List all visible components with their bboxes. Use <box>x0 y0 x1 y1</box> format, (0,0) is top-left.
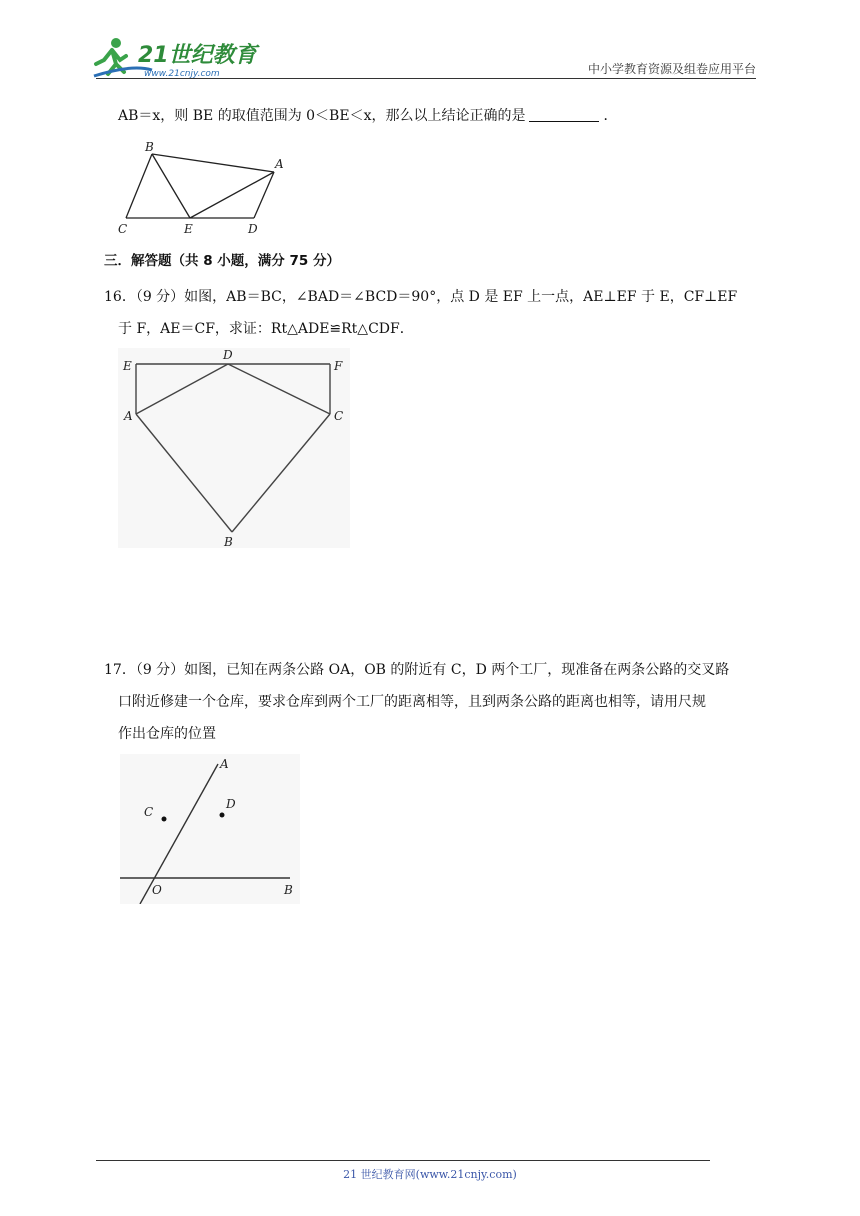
label-o: O <box>152 883 162 897</box>
label-b: B <box>145 140 154 154</box>
site-logo <box>92 34 262 80</box>
q15-text-after: ． <box>603 108 618 124</box>
label-d: D <box>223 348 233 362</box>
label-a: A <box>124 409 133 423</box>
footer-link[interactable]: 21 世纪教育网(www.21cnjy.com) <box>343 1168 517 1181</box>
label-b: B <box>224 535 233 548</box>
label-e: E <box>184 222 193 236</box>
q17-figure <box>120 754 300 904</box>
footer-divider <box>96 1160 710 1161</box>
label-a: A <box>275 157 284 171</box>
header-divider <box>96 78 756 79</box>
label-e: E <box>123 359 132 373</box>
label-c: C <box>144 805 154 819</box>
label-d: D <box>248 222 258 236</box>
q16-line1: 16．（9 分）如图，AB＝BC，∠BAD＝∠BCD＝90°，点 D 是 EF 上一点，AE⊥EF 于 E，CF⊥EF <box>104 289 738 305</box>
q15-tail-text <box>118 106 617 126</box>
logo-text: 21世纪教育 <box>138 43 257 68</box>
label-d: D <box>226 797 236 811</box>
label-a: A <box>220 757 229 771</box>
answer-blank <box>529 107 599 122</box>
label-b: B <box>284 883 293 897</box>
q17-line3: 作出仓库的位置 <box>118 726 216 742</box>
label-c: C <box>334 409 344 423</box>
q15-figure <box>112 136 292 244</box>
q15-text-before: AB＝x，则 BE 的取值范围为 0＜BE＜x，那么以上结论正确的是 <box>118 108 526 124</box>
q16-figure <box>118 348 350 548</box>
platform-name: 中小学教育资源及组卷应用平台 <box>587 62 756 76</box>
q17-line1: 17．（9 分）如图，已知在两条公路 OA，OB 的附近有 C，D 两个工厂，现准备在两条公路的交叉路 <box>104 662 730 678</box>
point-c <box>162 817 167 822</box>
section-title: 三．解答题（共 8 小题，满分 75 分） <box>104 253 340 269</box>
label-c: C <box>118 222 128 236</box>
q17-line2: 口附近修建一个仓库，要求仓库到两个工厂的距离相等，且到两条公路的距离也相等，请用尺规 <box>118 694 706 710</box>
label-f: F <box>334 359 343 373</box>
logo-subtext: www.21cnjy.com <box>144 69 220 79</box>
q16-line2: 于 F，AE＝CF，求证：Rt△ADE≌Rt△CDF． <box>118 321 414 337</box>
point-d <box>220 813 225 818</box>
